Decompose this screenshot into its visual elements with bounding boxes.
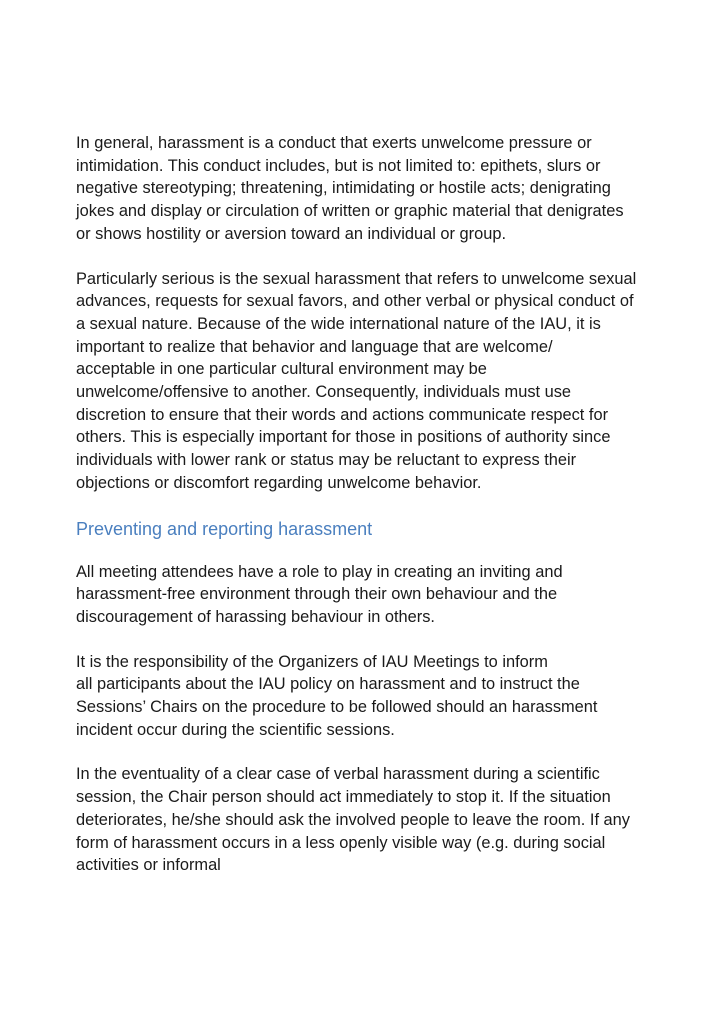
text-line: negative stereotyping; threatening, intimidating or hostile acts; denigrating (76, 179, 611, 198)
paragraph-attendees-role (76, 561, 676, 629)
text-line: advances, requests for sexual favors, and other verbal or physical conduct of (76, 292, 634, 311)
text-line: intimidation. This conduct includes, but is not limited to: epithets, slurs or (76, 156, 601, 175)
text-line: individuals with lower rank or status may be reluctant to express their (76, 451, 577, 470)
text-line: In general, harassment is a conduct that exerts unwelcome pressure or (76, 134, 592, 152)
text-line: Sessions’ Chairs on the procedure to be followed should an harassment (76, 698, 598, 717)
text-line: All meeting attendees have a role to play in creating an inviting and (76, 562, 563, 581)
text-line: objections or discomfort regarding unwelcome behavior. (76, 473, 482, 492)
section-heading: Preventing and reporting harassment (76, 518, 373, 539)
text-line: unwelcome/offensive to another. Consequently, individuals must use (76, 383, 572, 402)
text-line: incident occur during the scientific sessions. (76, 720, 395, 739)
text-line: activities or informal (76, 856, 221, 875)
document-page (76, 132, 676, 877)
text-line: jokes and display or circulation of written or graphic material that denigrates (76, 202, 624, 221)
text-line: discouragement of harassing behaviour in others. (76, 607, 435, 626)
text-line: or shows hostility or aversion toward an individual or group. (76, 224, 507, 243)
text-line: all participants about the IAU policy on harassment and to instruct the (76, 675, 580, 694)
paragraph-organizers-responsibility (76, 651, 676, 742)
text-line: In the eventuality of a clear case of verbal harassment during a scientific (76, 765, 600, 784)
paragraph-verbal-harassment (76, 763, 676, 877)
text-line: a sexual nature. Because of the wide international nature of the IAU, it is (76, 314, 601, 333)
text-line: form of harassment occurs in a less openly visible way (e.g. during social (76, 833, 606, 852)
paragraph-harassment-definition (76, 132, 676, 246)
text-line: deteriorates, he/she should ask the involved people to leave the room. If any (76, 810, 630, 829)
text-line: others. This is especially important for those in positions of authority since (76, 428, 611, 447)
text-line: It is the responsibility of the Organizers of IAU Meetings to inform (76, 652, 548, 671)
text-line: important to realize that behavior and language that are welcome/ (76, 337, 553, 356)
paragraph-sexual-harassment (76, 268, 676, 495)
text-line: harassment-free environment through their own behaviour and the (76, 585, 558, 604)
text-line: Particularly serious is the sexual harassment that refers to unwelcome sexual (76, 269, 637, 288)
text-line: acceptable in one particular cultural environment may be (76, 360, 487, 379)
text-line: discretion to ensure that their words and actions communicate respect for (76, 405, 609, 424)
text-line: session, the Chair person should act immediately to stop it. If the situation (76, 788, 611, 807)
